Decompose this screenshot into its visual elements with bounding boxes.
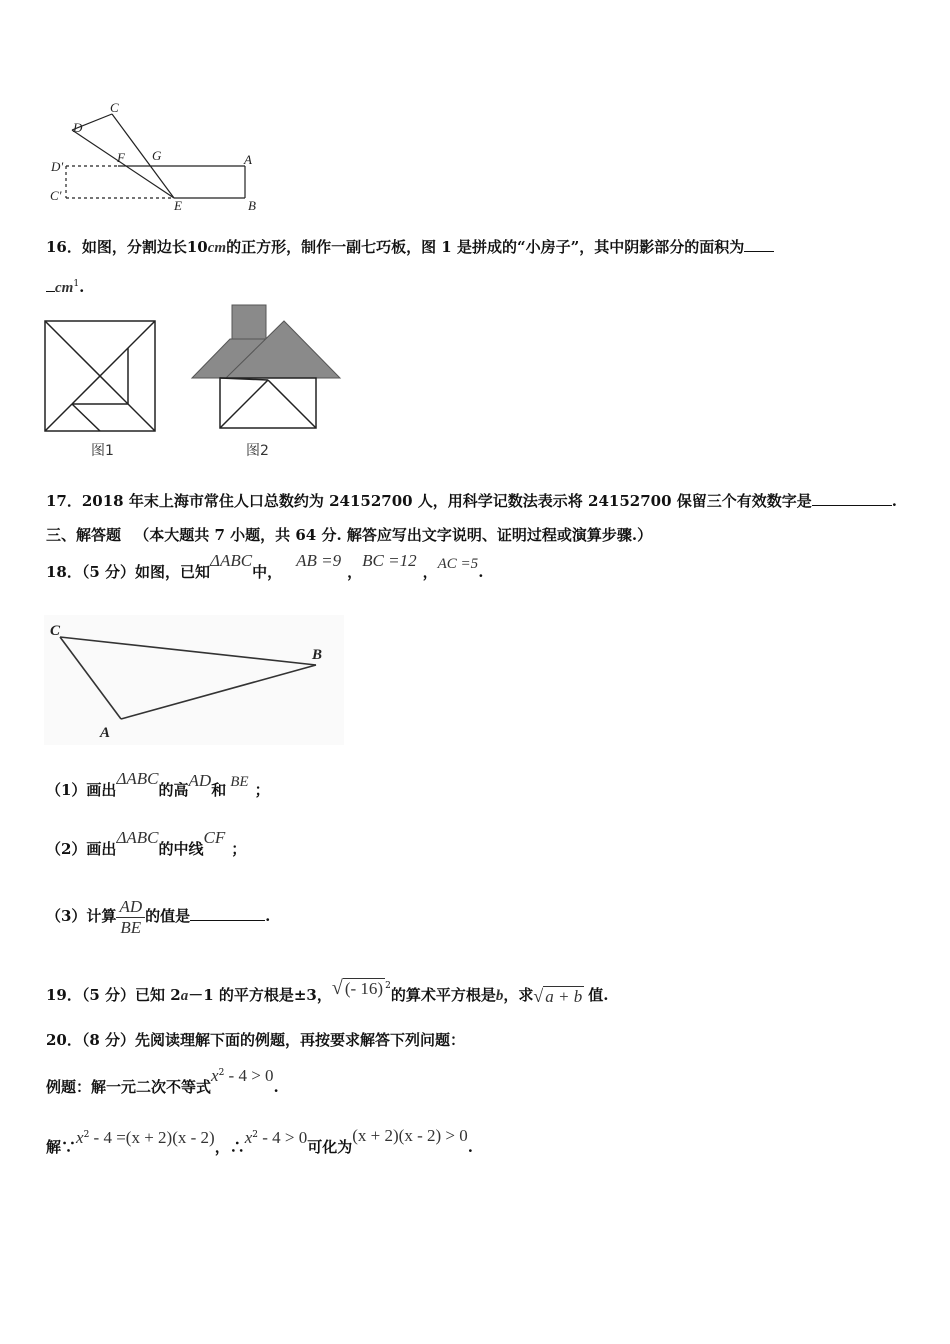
example-expression <box>211 1067 274 1085</box>
example-line <box>46 1066 279 1097</box>
tangram-caption-2: 图2 <box>246 443 269 459</box>
solution-pre: 解∵ <box>46 1138 77 1156</box>
tangram-figure-1 <box>44 320 158 434</box>
question-18 <box>46 551 484 583</box>
q18-comma-1: ， <box>347 563 363 581</box>
triangle-label-a: A <box>100 725 111 741</box>
fig15-label-d: D <box>73 120 83 135</box>
question-19 <box>46 977 609 1006</box>
q18-part3-denominator: BE <box>120 917 142 937</box>
solution-end: . <box>467 1138 473 1156</box>
q16-answer-blank-cont <box>46 277 55 292</box>
q19-a: a <box>180 988 189 1004</box>
triangle-label-b: B <box>312 647 323 663</box>
q18-part2-cf: CF <box>203 828 226 847</box>
triangle-figure <box>44 615 344 745</box>
solution-expr2-rest: - 4 > 0 <box>258 1128 308 1147</box>
solution-expr2-exp: 2 <box>252 1130 258 1140</box>
q18-part-2 <box>46 828 247 859</box>
q18-part3-mid: 的值是 <box>145 907 191 925</box>
question-17 <box>46 491 897 511</box>
fig15-label-e: E <box>174 198 182 213</box>
fig15-label-c: C <box>110 100 119 115</box>
q19-pre: 19．（5 分）已知 2 <box>46 986 181 1004</box>
tangram-figure-2 <box>190 304 342 430</box>
q18-part1-triangle: ΔABC <box>116 769 159 788</box>
example-pre: 例题：解一元二次不等式 <box>46 1078 212 1096</box>
q19-sqrt-exp: 2 <box>385 981 391 991</box>
q18-end: . <box>478 563 484 581</box>
fig15-label-g: G <box>152 148 162 163</box>
q18-mid: 中， <box>252 563 283 581</box>
example-x: x <box>211 1066 219 1085</box>
q18-part2-pre: （2）画出 <box>46 840 117 858</box>
example-end: . <box>273 1078 279 1096</box>
q18-ab: AB =9 <box>296 551 342 570</box>
fig15-label-d-prime: D' <box>51 159 64 174</box>
q18-part3-end: . <box>265 907 271 925</box>
section-3-title: 三、解答题 <box>46 526 122 544</box>
q19-mid1: －1 的平方根是±3， <box>188 986 332 1004</box>
q16-middle: 的正方形，制作一副七巧板，图 1 是拼成的“小房子”，其中阴影部分的面积为 <box>226 238 745 256</box>
q18-part3-pre: （3）计算 <box>46 907 117 925</box>
solution-expr1-rest: - 4 =(x + 2)(x - 2) <box>89 1128 215 1147</box>
solution-expr1-x: x <box>76 1128 84 1147</box>
q18-part1-end: ； <box>254 781 270 799</box>
q18-head: 18．（5 分）如图，已知 <box>46 563 211 581</box>
solution-mid: 可化为 <box>307 1138 353 1156</box>
solution-expr2-x: x <box>244 1128 253 1147</box>
q17-answer-blank <box>812 491 892 506</box>
example-exp: 2 <box>218 1068 225 1078</box>
q18-part-3 <box>46 892 270 940</box>
fig15-label-c-prime: C' <box>50 188 62 203</box>
triangle-label-c: C <box>50 623 61 639</box>
tangram-caption-1: 图1 <box>91 443 114 459</box>
q17-text: 17．2018 年末上海市常住人口总数约为 24152700 人，用科学记数法表示将 24152700 保留三个有效数字是 <box>46 492 812 510</box>
q16-unit: cm <box>207 240 227 256</box>
q18-part1-be: BE <box>230 774 249 790</box>
q16-answer-blank <box>744 237 774 252</box>
q19-mid3: ，求 <box>503 986 534 1004</box>
section-3-note: （本大题共 7 小题，共 64 分. 解答应写出文字说明、证明过程或演算步骤.） <box>134 526 653 544</box>
question-20 <box>46 1030 465 1050</box>
q20-text: 20．（8 分）先阅读理解下面的例题，再按要求解答下列问题： <box>46 1031 466 1049</box>
q19-sqrt-1: √ (- 16) $^2$ <box>331 977 391 999</box>
q18-part1-pre: （1）画出 <box>46 781 117 799</box>
fig15-label-a: A <box>244 152 252 167</box>
q18-part2-end: ； <box>231 840 247 858</box>
q18-part1-and: 和 <box>211 781 227 799</box>
q19-mid2: 的算术平方根是 <box>390 986 496 1004</box>
q18-triangle: ΔABC <box>210 551 253 570</box>
q19-sqrt2-inner: a + b <box>545 987 583 1006</box>
q16-end: . <box>79 278 85 296</box>
solution-expr-2 <box>245 1129 308 1147</box>
question-16-cont <box>46 274 84 298</box>
q19-b: b <box>495 988 504 1004</box>
fig15-label-f: F <box>117 150 125 165</box>
section-3-heading <box>46 525 652 545</box>
question-16 <box>46 237 774 258</box>
q18-bc: BC =12 <box>362 551 417 570</box>
solution-expr-3: (x + 2)(x - 2) > 0 <box>352 1126 468 1145</box>
fold-figure <box>40 98 280 218</box>
q16-unit2-sup: 1 <box>73 279 80 289</box>
solution-line <box>46 1126 473 1157</box>
q16-prefix: 16．如图，分割边长 <box>46 238 187 256</box>
q18-part1-ad: AD <box>188 771 212 790</box>
q18-part3-numerator: AD <box>116 897 145 918</box>
solution-sep: ，∴ <box>214 1138 245 1156</box>
q17-end: . <box>891 492 897 510</box>
q18-part3-answer-blank <box>190 906 265 921</box>
q16-edge: 10 <box>186 238 208 256</box>
solution-expr1-exp: 2 <box>83 1130 90 1140</box>
q18-comma-2: ， <box>422 563 438 581</box>
q18-ac: AC =5 <box>437 556 479 572</box>
q18-part2-triangle: ΔABC <box>116 828 159 847</box>
q19-sqrt-2: √ a + b <box>533 986 583 1006</box>
q16-unit2: cm <box>55 280 74 296</box>
example-rest: - 4 > 0 <box>224 1066 274 1085</box>
q18-part2-mid: 的中线 <box>158 840 204 858</box>
fig15-label-b: B <box>248 198 256 213</box>
q19-end: 值. <box>588 986 609 1004</box>
q18-part-1 <box>46 769 270 801</box>
q18-part1-mid: 的高 <box>158 781 189 799</box>
solution-expr-1 <box>76 1129 215 1147</box>
q19-sqrt-inner: (- 16) <box>344 979 384 998</box>
q18-part3-fraction <box>116 897 145 938</box>
